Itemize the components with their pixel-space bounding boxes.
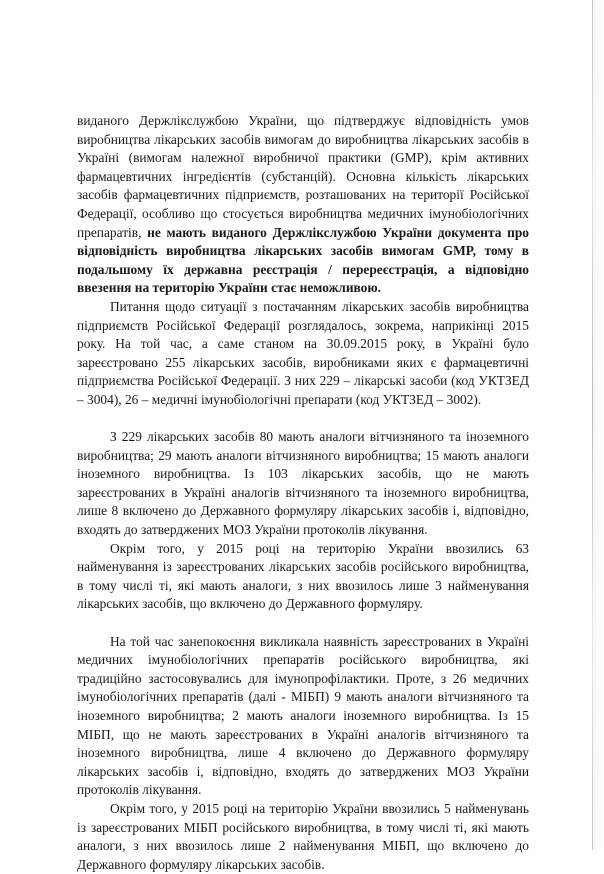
body-text: На той час занепокоєння викликала наявність зареєстрованих в Україні медичних імунобіологічних препаратів російського виробництва, які традиційно застосовувались для імунопрофілактики. Проте, з 26 медичних імунобіологічних препаратів (далі - МІБП) 9 мають аналоги вітчизняного та іноземного виробництва; 2 мають аналоги іноземного виробництва. Із 15 МІБП, що не мають зареєстрованих в Україні аналогів вітчизняного та іноземного виробництва, лише 4 включено до Державного формуляру лікарських засобів і, відповідно, входять до затверджених МОЗ України протоколів лікування. [77,633,529,798]
scan-noise-artifact [0,745,590,850]
page-edge-shadow [593,0,604,850]
body-text: Окрім того, у 2015 році на територію України ввозились 63 найменування із зареєстрованих лікарських засобів російського виробництва, в тому числі ті, які мають аналоги, з них ввозилось лише 3 найменування лікарських засобів, що включено до Державного формуляру. [77,540,529,612]
body-text: виданого Держлікслужбою України, що підтверджує відповідність умов виробництва лікарських засобів вимогам до виробництва лікарських засобів в Україні (вимогам належної виробничої практики (GMP), крім активних фармацевтичних інгредієнтів (субстанцій). Основна кількість лікарських засобів фармацевтичних підприємств, розташованих на території Російської Федерації, особливо що стосується виробництва медичних імунобіологічних препаратів, [77,113,529,240]
paragraph [77,298,529,410]
paragraph [77,428,529,540]
body-text: Питання щодо ситуації з постачанням лікарських засобів виробництва підприємств Російської Федерації розглядалось, зокрема, наприкінці 2015 року. На той час, а саме станом на 30.09.2015 року, в Україні було зареєстровано 255 лікарських засобів, виробниками яких є фармацевтичні підприємства Російської Федерації. З них 229 – лікарські засоби (код УКТЗЕД – 3004), 26 – медичні імунобіологічні препарати (код УКТЗЕД – 3002). [77,298,529,407]
paragraph [77,112,529,298]
paragraph [77,540,529,614]
emphasis-bold-text: не мають виданого Держлікслужбою України документа про відповідність виробництва лікарських засобів вимогам GMP, тому в подальшому їх державна реєстрація / перереєстрація, а відповідно ввезення на територію України стає неможливою. [77,224,529,296]
body-text: З 229 лікарських засобів 80 мають аналоги вітчизняного та іноземного виробництва; 29 мають аналоги вітчизняного виробництва; 15 мають аналоги іноземного виробництва. Із 103 лікарських засобів, що не мають зареєстрованих в Україні аналогів вітчизняного та іноземного виробництва, лише 8 включено до Державного формуляру лікарських засобів і, відповідно, входять до затверджених МОЗ України протоколів лікування. [77,429,529,538]
body-text: Окрім того, у 2015 році на територію України ввозились 5 найменувань із зареєстрованих МІБП російського виробництва, в тому числі ті, які мають аналоги, з них ввозилось лише 2 найменування МІБП, що включено до Державного формуляру лікарських засобів. [77,800,529,872]
